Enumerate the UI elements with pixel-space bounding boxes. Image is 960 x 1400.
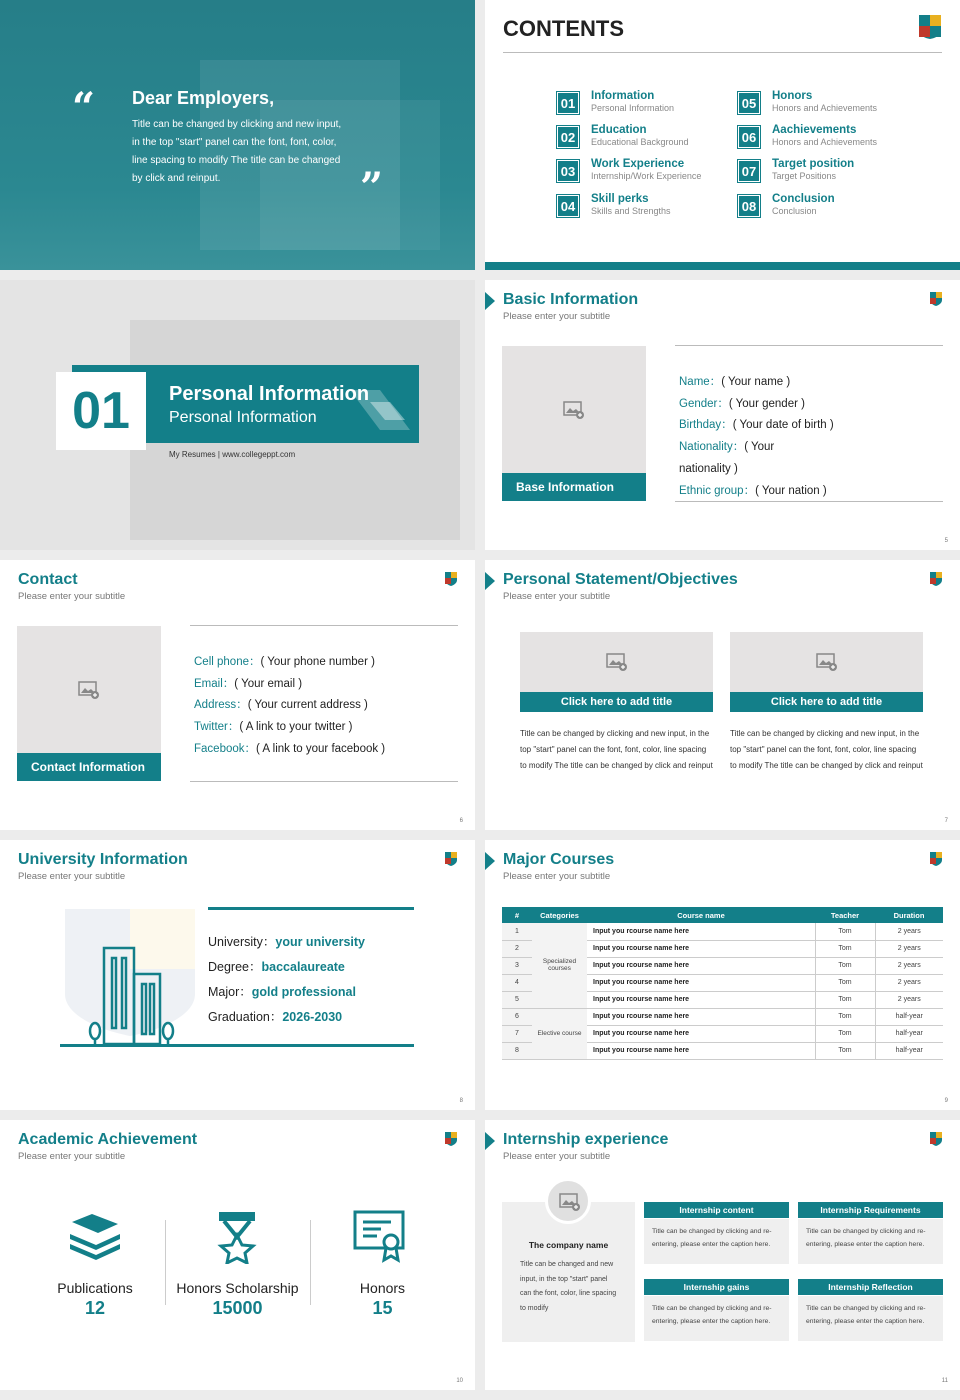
page-number: 7: [944, 818, 948, 824]
crest-logo-icon: [930, 292, 942, 306]
field-value[interactable]: ( Your phone number ): [260, 656, 375, 668]
field-row: [679, 481, 834, 503]
card-text: Title can be changed by clicking and new input, in the top "start" panel can the font, font, color, line spacing to modify The title can be changed by click and reinput: [520, 729, 713, 770]
page-number: 10: [456, 1378, 463, 1384]
column-header: Duration: [875, 907, 943, 923]
box-text: Title can be changed by clicking and re-entering, please enter the caption here.: [644, 1219, 789, 1264]
column-header: Teacher: [815, 907, 875, 923]
uni-row: [208, 930, 365, 955]
category-cell: Elective course: [532, 1008, 587, 1059]
header-arrow-icon: [485, 572, 495, 590]
toc-title: Education: [591, 124, 647, 136]
field-row: [679, 372, 834, 394]
uni-row: [208, 1005, 365, 1030]
field-value[interactable]: nationality ): [679, 462, 738, 475]
uni-value[interactable]: baccalaureate: [261, 960, 345, 974]
photo-placeholder[interactable]: [502, 346, 646, 501]
page-number: 8: [459, 1098, 463, 1104]
crest-logo-icon: [930, 852, 942, 866]
field-label: Cell phone：: [194, 656, 261, 668]
divider: [675, 345, 943, 346]
contact-slide[interactable]: [0, 560, 475, 830]
stat-value: 12: [84, 1298, 106, 1318]
row-number: 3: [502, 957, 532, 974]
field-row: [194, 739, 385, 761]
stat-label: Honors: [359, 1280, 406, 1296]
contact-fields: [194, 652, 385, 761]
field-row: [679, 394, 834, 416]
field-value[interactable]: ( Your gender ): [728, 397, 805, 410]
row-number: 5: [502, 991, 532, 1008]
toc-subtitle: Target Positions: [772, 171, 837, 181]
uni-value[interactable]: your university: [275, 935, 365, 949]
uni-value[interactable]: gold professional: [251, 985, 356, 999]
duration: half-year: [875, 1008, 943, 1025]
crest-logo-icon: [445, 852, 457, 866]
toc-item[interactable]: [557, 124, 727, 150]
academic-slide[interactable]: [0, 1120, 475, 1390]
basic-fields: [679, 372, 834, 502]
duration: 2 years: [875, 957, 943, 974]
cover-text: Title can be changed by clicking and new input, in the top "start" panel can the font, font, color, line spacing to modify The title can be changed by click and reinput.: [132, 119, 342, 184]
teacher: Tom: [815, 974, 875, 991]
toc-number: 02: [557, 126, 579, 148]
uni-row: [208, 980, 365, 1005]
field-label: Twitter：: [194, 721, 240, 734]
row-number: 1: [502, 923, 532, 940]
course-name[interactable]: Input you rcourse name here: [587, 1025, 815, 1042]
card-text: Title can be changed by clicking and new input, in the top "start" panel can the font, font, color, line spacing to modify The title can be changed by click and reinput: [730, 729, 923, 770]
duration: 2 years: [875, 974, 943, 991]
course-name[interactable]: Input you rcourse name here: [587, 1042, 815, 1059]
crest-logo-icon: [445, 1132, 457, 1146]
uni-bottom-rule: [60, 1044, 414, 1047]
toc-item[interactable]: [738, 124, 908, 150]
header-arrow-icon: [485, 1132, 495, 1150]
university-slide[interactable]: [0, 840, 475, 1110]
box-title: Internship Reflection: [798, 1279, 943, 1295]
slide-title: Academic Achievement: [18, 1131, 198, 1148]
teacher: Tom: [815, 923, 875, 940]
row-number: 8: [502, 1042, 532, 1059]
toc-subtitle: Skills and Strengths: [591, 206, 671, 216]
table-row: [502, 1008, 943, 1025]
field-label: Birthday：: [679, 419, 733, 432]
duration: 2 years: [875, 923, 943, 940]
slide-subtitle: Please enter your subtitle: [503, 871, 611, 882]
section-subtitle: Personal Information: [169, 409, 317, 426]
uni-label: Degree：: [208, 960, 262, 974]
slide-title: Personal Statement/Objectives: [503, 571, 738, 588]
university-fields: [208, 930, 365, 1030]
company-photo[interactable]: [545, 1178, 591, 1224]
toc-title: Conclusion: [772, 193, 835, 205]
toc-title: Honors: [772, 90, 813, 102]
slide-subtitle: Please enter your subtitle: [503, 591, 611, 602]
toc-number: 07: [738, 160, 760, 182]
toc-number: 04: [557, 195, 579, 217]
row-number: 2: [502, 940, 532, 957]
field-label: Address：: [194, 699, 248, 712]
section-title: Personal Information: [169, 383, 370, 405]
uni-value[interactable]: 2026-2030: [282, 1010, 343, 1024]
stat-value: 15: [372, 1298, 393, 1318]
header-arrow-icon: [485, 852, 495, 870]
column-header: Course name: [587, 907, 815, 923]
box-title: Internship Requirements: [798, 1202, 943, 1218]
contents-bottom-bar: [485, 262, 960, 270]
stat-value: 15000: [212, 1298, 263, 1318]
crest-logo-icon: [918, 14, 942, 40]
courses-table: [502, 907, 943, 1060]
contents-divider: [503, 52, 942, 53]
section-footer: My Resumes | www.collegeppt.com: [169, 450, 296, 459]
field-value[interactable]: ( A link to your twitter ): [239, 721, 353, 734]
table-body: [502, 923, 943, 1059]
contents-slide[interactable]: [485, 0, 960, 270]
field-value[interactable]: ( Your nation ): [755, 484, 827, 497]
card-photo[interactable]: [730, 632, 923, 712]
duration: 2 years: [875, 940, 943, 957]
basic-info-slide[interactable]: [485, 280, 960, 550]
slide-title: University Information: [18, 851, 188, 868]
uni-row: [208, 955, 365, 980]
category-cell: Specialized courses: [532, 923, 587, 1008]
field-value[interactable]: ( Your name ): [721, 376, 791, 388]
image-placeholder-icon: [606, 653, 628, 671]
slide-title: Basic Information: [503, 291, 639, 308]
header-spacer: [0, 572, 10, 590]
field-value[interactable]: ( A link to your facebook ): [256, 742, 386, 755]
box-title: Internship gains: [644, 1279, 789, 1295]
books-icon: [68, 1212, 122, 1260]
section-number: 01: [56, 372, 146, 450]
image-placeholder-icon: [816, 653, 838, 671]
toc-item[interactable]: [557, 90, 727, 116]
field-label: Nationality：: [679, 441, 745, 454]
stat-label: Honors Scholarship: [176, 1280, 299, 1296]
contents-title: CONTENTS: [503, 16, 624, 41]
toc-item[interactable]: [738, 90, 908, 116]
toc-number: 03: [557, 160, 579, 182]
course-name[interactable]: Input you rcourse name here: [587, 974, 815, 991]
toc-subtitle: Conclusion: [772, 206, 817, 216]
card-title-button[interactable]: Click here to add title: [730, 692, 923, 712]
field-label: Name：: [679, 376, 722, 388]
image-placeholder-icon: [563, 401, 585, 419]
company-card: [502, 1202, 635, 1342]
field-row: [679, 415, 834, 437]
field-row: [194, 674, 385, 696]
uni-label: University：: [208, 935, 276, 949]
toc-title: Skill perks: [591, 193, 649, 205]
box-text: Title can be changed by clicking and re-entering, please enter the caption here.: [798, 1219, 943, 1264]
toc-title: Aachievements: [772, 124, 857, 136]
slide-subtitle: Please enter your subtitle: [503, 1151, 611, 1162]
toc-item[interactable]: [557, 158, 727, 184]
header-arrow-icon: [485, 292, 495, 310]
page-number: 11: [941, 1378, 948, 1384]
field-value[interactable]: ( Your: [744, 441, 775, 454]
field-value[interactable]: ( Your current address ): [247, 699, 368, 712]
toc-subtitle: Internship/Work Experience: [591, 171, 702, 181]
medal-icon: [215, 1210, 259, 1264]
field-label: Facebook：: [194, 742, 257, 755]
divider: [190, 625, 458, 626]
toc-number: 06: [738, 126, 760, 148]
slide-title: Major Courses: [503, 851, 615, 868]
uni-label: Major：: [208, 985, 252, 999]
toc-number: 05: [738, 92, 760, 114]
toc-title: Target position: [772, 158, 855, 170]
course-name[interactable]: Input you rcourse name here: [587, 940, 815, 957]
box-title: Internship content: [644, 1202, 789, 1218]
field-label: Ethnic group：: [679, 484, 756, 497]
photo-caption: Contact Information: [17, 753, 161, 781]
uni-top-rule: [208, 907, 414, 910]
toc-subtitle: Personal Information: [591, 103, 675, 113]
stat-label: Publications: [57, 1280, 133, 1296]
courses-slide[interactable]: [485, 840, 960, 1110]
open-quote-icon: “: [72, 84, 96, 131]
slide-subtitle: Please enter your subtitle: [503, 311, 611, 322]
page-number: 9: [944, 1098, 948, 1104]
cover-title: Dear Employers,: [132, 88, 275, 108]
field-row: [194, 695, 385, 717]
building-illustration-icon: [62, 906, 202, 1046]
course-name[interactable]: Input you rcourse name here: [587, 923, 815, 940]
teacher: Tom: [815, 957, 875, 974]
teacher: Tom: [815, 1025, 875, 1042]
teacher: Tom: [815, 1008, 875, 1025]
field-label: Email：: [194, 677, 235, 690]
internship-slide[interactable]: [485, 1120, 960, 1390]
teacher: Tom: [815, 1042, 875, 1059]
statement-slide[interactable]: [485, 560, 960, 830]
toc-subtitle: Educational Background: [591, 137, 689, 147]
row-number: 7: [502, 1025, 532, 1042]
divider: [675, 501, 943, 502]
crest-logo-icon: [445, 572, 457, 586]
card-title-button[interactable]: Click here to add title: [520, 692, 713, 712]
duration: half-year: [875, 1042, 943, 1059]
column-header: #: [502, 907, 532, 923]
toc-item[interactable]: [738, 158, 908, 184]
box-text: Title can be changed by clicking and re-entering, please enter the caption here.: [798, 1296, 943, 1341]
course-name[interactable]: Input you rcourse name here: [587, 957, 815, 974]
table-row: [502, 923, 943, 940]
toc-number: 01: [557, 92, 579, 114]
photo-placeholder[interactable]: [17, 626, 161, 781]
company-name: The company name: [528, 1240, 609, 1250]
toc-subtitle: Honors and Achievements: [772, 103, 878, 113]
page-number: 5: [944, 538, 948, 544]
field-row: [679, 459, 834, 481]
slide-title: Contact: [18, 571, 78, 588]
slide-subtitle: Please enter your subtitle: [18, 1151, 126, 1162]
teacher: Tom: [815, 940, 875, 957]
certificate-icon: [353, 1210, 407, 1264]
page-number: 6: [459, 818, 463, 824]
field-row: [679, 437, 834, 459]
teacher: Tom: [815, 991, 875, 1008]
duration: 2 years: [875, 991, 943, 1008]
toc-number: 08: [738, 195, 760, 217]
crest-logo-icon: [930, 1132, 942, 1146]
toc-item[interactable]: [557, 193, 727, 219]
image-placeholder-icon: [559, 1193, 581, 1211]
slide-title: Internship experience: [503, 1131, 669, 1148]
crest-logo-icon: [930, 572, 942, 586]
course-name[interactable]: Input you rcourse name here: [587, 1008, 815, 1025]
row-number: 4: [502, 974, 532, 991]
box-text: Title can be changed by clicking and re-entering, please enter the caption here.: [644, 1296, 789, 1341]
divider: [190, 781, 458, 782]
duration: half-year: [875, 1025, 943, 1042]
toc-subtitle: Honors and Achievements: [772, 137, 878, 147]
card-photo[interactable]: [520, 632, 713, 712]
section-slide[interactable]: [0, 280, 475, 550]
image-placeholder-icon: [78, 681, 100, 699]
field-label: Gender：: [679, 397, 729, 410]
course-name[interactable]: Input you rcourse name here: [587, 991, 815, 1008]
cover-slide[interactable]: [0, 0, 475, 270]
column-header: Categories: [532, 907, 587, 923]
field-row: [194, 652, 385, 674]
row-number: 6: [502, 1008, 532, 1025]
slide-subtitle: Please enter your subtitle: [18, 871, 126, 882]
toc-title: Work Experience: [591, 158, 685, 170]
close-quote-icon: ”: [360, 164, 384, 211]
field-value[interactable]: ( Your email ): [234, 677, 303, 690]
field-row: [194, 717, 385, 739]
toc-item[interactable]: [738, 193, 908, 219]
field-value[interactable]: ( Your date of birth ): [732, 419, 834, 432]
toc-title: Information: [591, 90, 655, 102]
table-header: [502, 907, 943, 923]
photo-caption: Base Information: [502, 473, 646, 501]
slide-subtitle: Please enter your subtitle: [18, 591, 126, 602]
company-text: Title can be changed and new input, in the top "start" panel can the font, color, line spacing to modify: [520, 1261, 617, 1312]
uni-label: Graduation：: [208, 1010, 283, 1024]
